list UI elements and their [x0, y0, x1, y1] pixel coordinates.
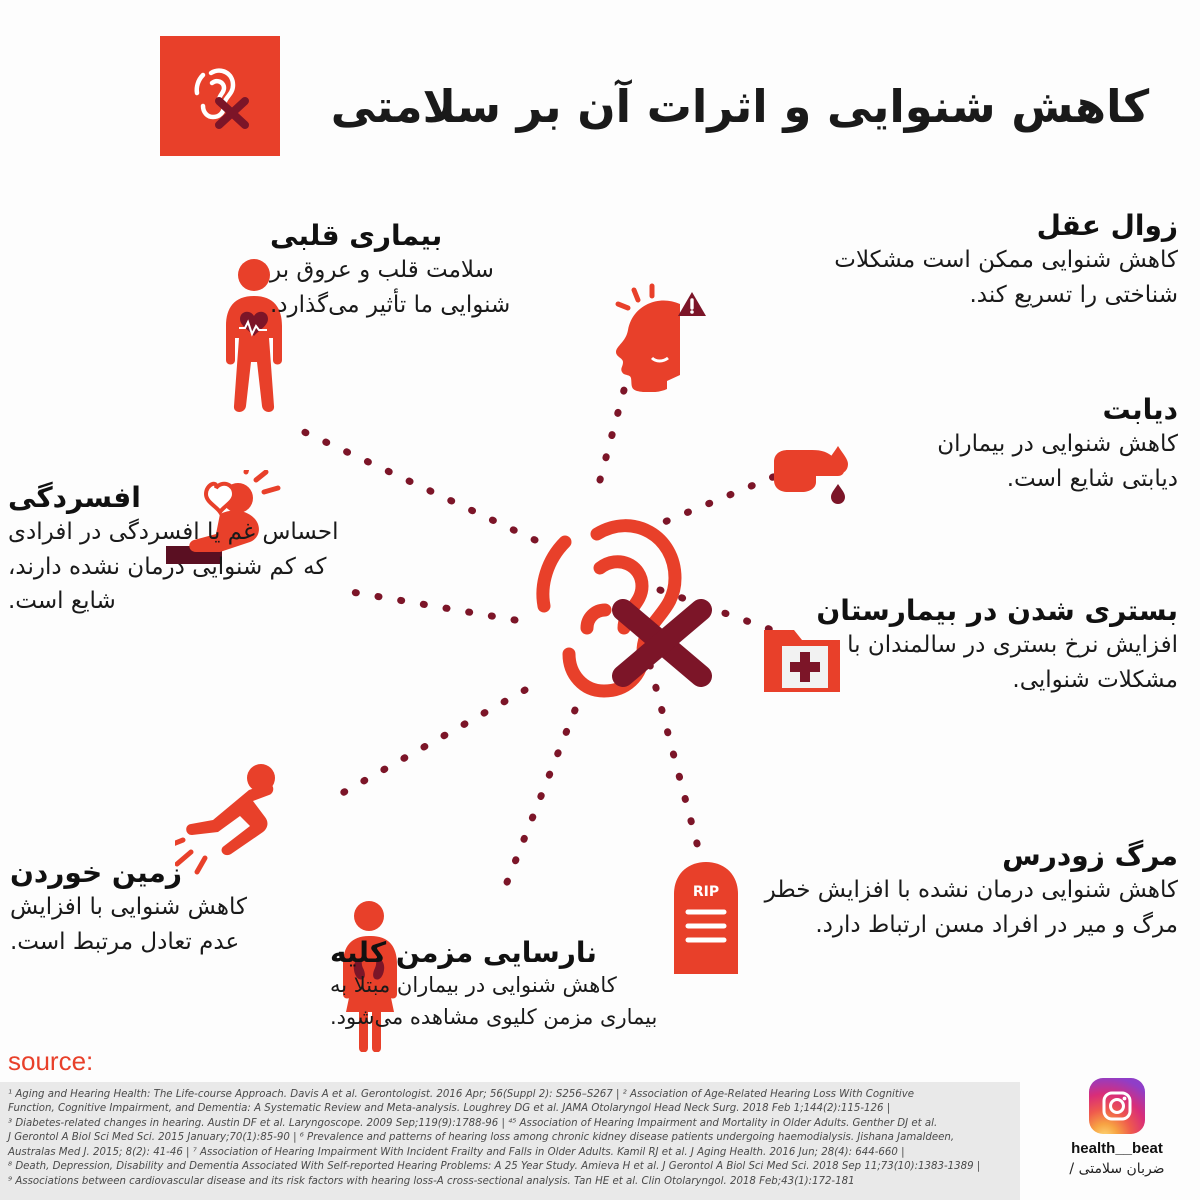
block-hospitalization [788, 593, 1178, 697]
block-diabetes-heading: دیابت [1102, 393, 1178, 426]
block-falls [10, 855, 290, 959]
center-crossed-ear-icon [505, 490, 735, 720]
instagram-icon[interactable] [1089, 1078, 1145, 1134]
block-premature-death-body: کاهش شنوایی درمان نشده با افزایش خطر مرگ و میر در افراد مسن ارتباط دارد. [764, 877, 1178, 938]
page-title: کاهش شنوایی و اثرات آن بر سلامتی [330, 80, 1150, 133]
instagram-subtitle: ضربان سلامتی / [1069, 1161, 1165, 1177]
block-dementia-body: کاهش شنوایی ممکن است مشکلات شناختی را تسریع کند. [834, 247, 1178, 308]
block-premature-death-heading: مرگ زودرس [1002, 839, 1178, 872]
blood-drop-finger-icon [770, 440, 856, 518]
block-heart-disease-body: سلامت قلب و عروق بر شنوایی ما تأثیر می‌گذارد. [270, 257, 511, 318]
deaf-ear-icon [181, 57, 259, 135]
block-falls-body: کاهش شنوایی با افزایش عدم تعادل مرتبط است. [10, 894, 247, 955]
block-depression-body: احساس غم یا افسردگی در افرادی که کم شنوایی درمان نشده دارند، شایع است. [8, 519, 339, 614]
block-hospitalization-heading: بستری شدن در بیمارستان [816, 594, 1178, 627]
reference-line: Australas Med J. 2015; 8(2): 41-46 | ⁷ Association of Hearing Impairment With Incident Frailty and Falls in Older Adults. Kamil RJ et al. J Aging Health. 2016 Jun; 28(4): 644-660 | [8, 1146, 905, 1158]
gravestone-icon [660, 850, 752, 978]
reference-line: ³ Diabetes-related changes in hearing. Austin DF et al. Laryngoscope. 2009 Sep;119(9):1788-96 | ⁴⁵ Association of Hearing Impairment and Mortality in Older Adults. Genther DJ et al. [8, 1117, 938, 1129]
references-box [0, 1082, 1020, 1200]
reference-line: J Gerontol A Biol Sci Med Sci. 2015 January;70(1):85-90 | ⁶ Prevalence and patterns of hearing loss among chronic kidney disease patients undergoing haemodialysis. Jishana Jamaldeen, [8, 1132, 955, 1144]
block-heart-disease [270, 218, 570, 322]
svg-text:RIP: RIP [692, 884, 720, 900]
reference-line: ¹ Aging and Hearing Health: The Life-course Approach. Davis A et al. Gerontologist. 2016 Apr; 56(Suppl 2): S256–S267 | ² Association of Age-Related Hearing Loss With Cognitive [8, 1089, 914, 1100]
block-chronic-kidney-heading: نارسایی مزمن کلیه [330, 936, 597, 969]
block-depression-heading: افسردگی [8, 481, 141, 514]
reference-line: ⁸ Death, Depression, Disability and Dementia Associated With Self-reported Hearing Problems: A 25 Year Study. Amieva H et al. J Gerontol A Biol Sci Med Sci. 2018 Sep 11;73(10):1383-1389 | [8, 1161, 981, 1173]
block-diabetes [888, 392, 1178, 496]
block-depression [8, 480, 358, 619]
block-hospitalization-body: افزایش نرخ بستری در سالمندان با مشکلات شنوایی. [847, 632, 1178, 693]
source-label: source: [8, 1046, 94, 1076]
block-dementia-heading: زوال عقل [1036, 209, 1178, 242]
block-diabetes-body: کاهش شنوایی در بیماران دیابتی شایع است. [937, 431, 1178, 492]
block-premature-death [748, 838, 1178, 942]
block-chronic-kidney-body: کاهش شنوایی در بیماران مبتلا به بیماری مزمن کلیوی مشاهده می‌شود. [330, 973, 658, 1029]
block-falls-heading: زمین خوردن [10, 856, 182, 889]
instagram-handle: health__beat [1071, 1140, 1163, 1157]
logo-box [160, 36, 280, 156]
reference-line: ⁹ Associations between cardiovascular disease and its risk factors with hearing loss-A cross-sectional analysis. Tan HE et al. Clin Otolaryngol. 2018 Feb;43(1):172-181 [8, 1175, 855, 1187]
reference-line: Function, Cognitive Impairment, and Dementia: A Systematic Review and Meta-analysis. Loughrey DG et al. JAMA Otolaryngol Head Neck Surg. 2018 Feb 1;144(2):115-126 | [8, 1103, 891, 1115]
block-chronic-kidney [330, 935, 670, 1033]
block-dementia [818, 208, 1178, 312]
instagram-block[interactable] [1052, 1078, 1182, 1177]
head-warning-icon [608, 282, 718, 396]
block-heart-disease-heading: بیماری قلبی [270, 219, 443, 252]
